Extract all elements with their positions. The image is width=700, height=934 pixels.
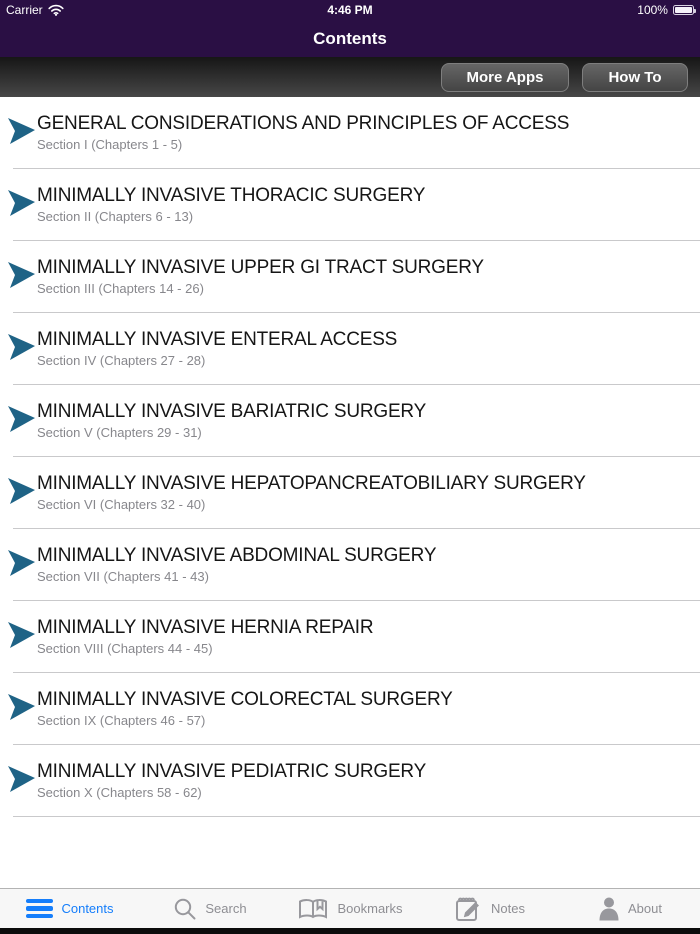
section-arrow-icon: [8, 694, 35, 720]
more-apps-button[interactable]: More Apps: [441, 63, 569, 92]
section-arrow-icon: [8, 334, 35, 360]
section-row-1[interactable]: [0, 97, 700, 169]
section-subtitle: Section II (Chapters 6 - 13): [37, 209, 194, 224]
section-title: MINIMALLY INVASIVE UPPER GI TRACT SURGERY: [37, 257, 484, 278]
section-row-10[interactable]: [0, 745, 700, 817]
tab-bar: [0, 888, 700, 928]
carrier-label: Carrier: [6, 3, 43, 17]
contents-list-icon: [26, 899, 53, 919]
tab-contents[interactable]: Contents: [0, 889, 140, 928]
section-subtitle: Section I (Chapters 1 - 5): [37, 137, 183, 152]
battery-icon: [673, 5, 694, 15]
section-row-2[interactable]: [0, 169, 700, 241]
section-title: MINIMALLY INVASIVE HEPATOPANCREATOBILIARY SURGERY: [37, 473, 586, 494]
section-title: MINIMALLY INVASIVE ABDOMINAL SURGERY: [37, 545, 437, 566]
toolbar: [0, 57, 700, 97]
section-subtitle: Section VI (Chapters 32 - 40): [37, 497, 206, 512]
battery-percent-label: 100%: [637, 3, 668, 17]
section-arrow-icon: [8, 190, 35, 216]
section-row-6[interactable]: [0, 457, 700, 529]
section-title: MINIMALLY INVASIVE ENTERAL ACCESS: [37, 329, 398, 350]
section-arrow-icon: [8, 766, 35, 792]
bottom-home-strip: [0, 928, 700, 934]
tab-bookmarks[interactable]: Bookmarks: [280, 889, 420, 928]
wifi-icon: [48, 4, 64, 16]
section-arrow-icon: [8, 262, 35, 288]
section-row-3[interactable]: [0, 241, 700, 313]
section-subtitle: Section VII (Chapters 41 - 43): [37, 569, 209, 584]
section-subtitle: Section VIII (Chapters 44 - 45): [37, 641, 213, 656]
sections-list: [0, 97, 700, 888]
about-person-icon: [598, 897, 620, 921]
section-title: MINIMALLY INVASIVE PEDIATRIC SURGERY: [37, 761, 427, 782]
section-row-4[interactable]: [0, 313, 700, 385]
tab-notes[interactable]: Notes: [420, 889, 560, 928]
section-arrow-icon: [8, 622, 35, 648]
section-subtitle: Section X (Chapters 58 - 62): [37, 785, 202, 800]
section-row-7[interactable]: [0, 529, 700, 601]
section-subtitle: Section IX (Chapters 46 - 57): [37, 713, 206, 728]
section-arrow-icon: [8, 118, 35, 144]
section-subtitle: Section III (Chapters 14 - 26): [37, 281, 204, 296]
section-title: MINIMALLY INVASIVE BARIATRIC SURGERY: [37, 401, 427, 422]
tab-search[interactable]: Search: [140, 889, 280, 928]
section-row-5[interactable]: [0, 385, 700, 457]
notes-icon: [455, 896, 483, 922]
section-subtitle: Section IV (Chapters 27 - 28): [37, 353, 206, 368]
bookmarks-icon: [297, 897, 329, 921]
clock: 4:46 PM: [327, 3, 373, 17]
status-bar: [0, 0, 700, 20]
page-title: Contents: [313, 28, 387, 48]
section-title: MINIMALLY INVASIVE COLORECTAL SURGERY: [37, 689, 453, 710]
section-arrow-icon: [8, 406, 35, 432]
search-icon: [173, 897, 197, 921]
section-title: GENERAL CONSIDERATIONS AND PRINCIPLES OF ACCESS: [37, 113, 570, 134]
section-title: MINIMALLY INVASIVE HERNIA REPAIR: [37, 617, 374, 638]
how-to-button[interactable]: How To: [582, 63, 688, 92]
section-arrow-icon: [8, 550, 35, 576]
section-arrow-icon: [8, 478, 35, 504]
section-subtitle: Section V (Chapters 29 - 31): [37, 425, 202, 440]
tab-about[interactable]: About: [560, 889, 700, 928]
section-row-9[interactable]: [0, 673, 700, 745]
section-title: MINIMALLY INVASIVE THORACIC SURGERY: [37, 185, 426, 206]
section-row-8[interactable]: [0, 601, 700, 673]
nav-bar: [0, 20, 700, 57]
